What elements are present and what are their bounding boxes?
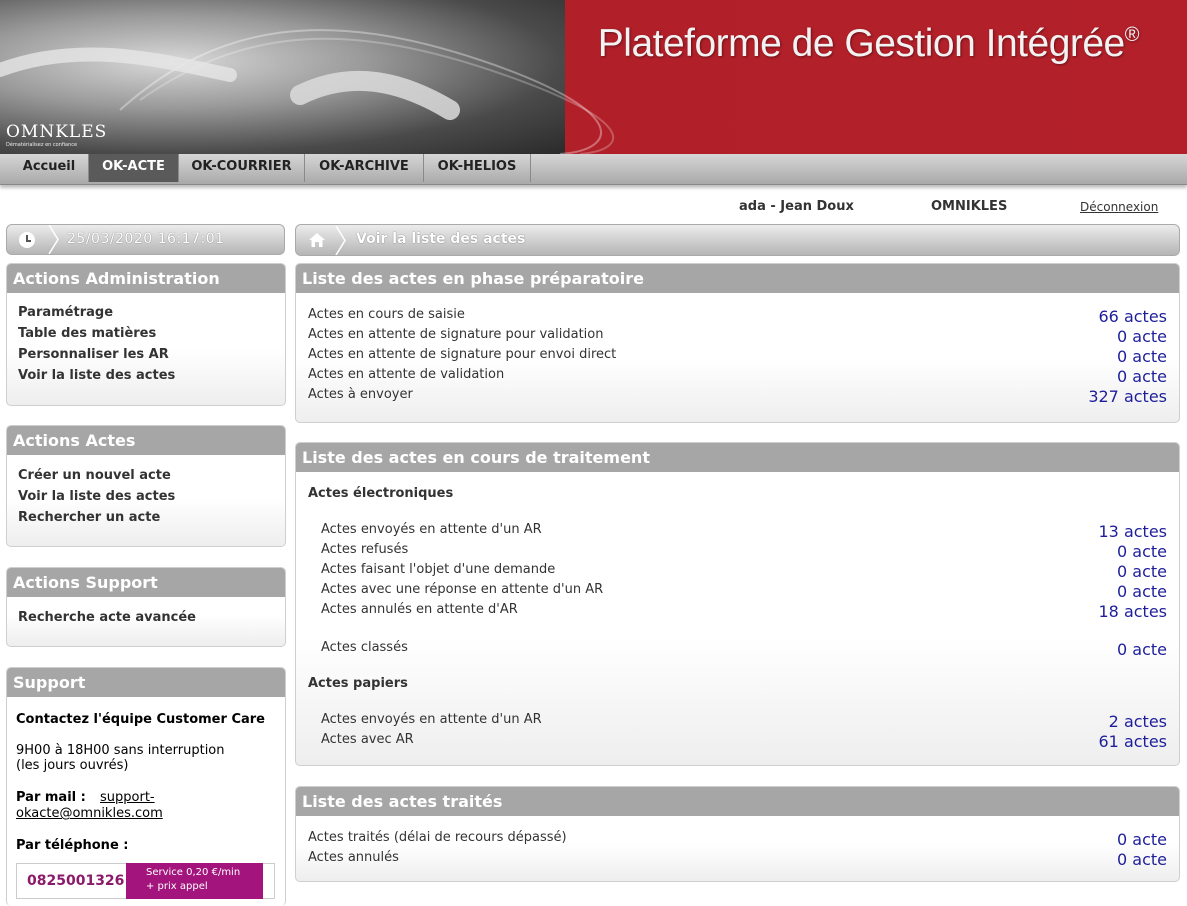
panel-phase-preparatoire: [295, 263, 1180, 423]
panel-actions-support: [6, 567, 286, 647]
list-item: Actes annulés en attente d'AR 18 actes: [321, 602, 1167, 621]
list-item: Actes en attente de validation 0 acte: [308, 367, 1167, 386]
list-item: Actes en attente de signature pour envoi direct 0 acte: [308, 347, 1167, 366]
tab-ok-helios[interactable]: OK-HELIOS: [424, 154, 531, 182]
chevron-right-icon: [334, 226, 348, 255]
phone-cost-rate: Service 0,20 €/min: [146, 867, 241, 878]
link-voir-liste-actes[interactable]: Voir la liste des actes: [18, 368, 176, 383]
breadcrumb: [295, 224, 1180, 256]
count-link[interactable]: 0 acte: [1117, 830, 1167, 849]
panel-title: Liste des actes en phase préparatoire: [296, 264, 1179, 293]
panel-title: Actions Support: [7, 568, 285, 597]
list-item: Actes envoyés en attente d'un AR 2 actes: [321, 712, 1167, 731]
support-email-link[interactable]: support-: [100, 790, 155, 805]
tab-ok-acte[interactable]: OK-ACTE: [89, 154, 179, 182]
logo-tagline: Dématérialisez en confiance: [6, 142, 78, 148]
list-item: Actes refusés 0 acte: [321, 542, 1167, 561]
count-link[interactable]: 61 actes: [1098, 732, 1167, 751]
count-link[interactable]: 18 actes: [1098, 602, 1167, 621]
tab-accueil[interactable]: Accueil: [10, 154, 89, 182]
link-table-des-matieres[interactable]: Table des matières: [18, 326, 157, 341]
list-item: Actes traités (délai de recours dépassé) 0 acte: [308, 830, 1167, 849]
support-days: (les jours ouvrés): [16, 758, 129, 773]
omnikles-logo: OMNKLES: [6, 122, 108, 142]
count-link[interactable]: 13 actes: [1098, 522, 1167, 541]
phone-number: 0825001326: [27, 873, 125, 889]
phone-cost-badge: [126, 863, 263, 899]
tab-ok-courrier[interactable]: OK-COURRIER: [179, 154, 305, 182]
list-item: Actes en cours de saisie 66 actes: [308, 307, 1167, 326]
phone-box: [16, 863, 275, 899]
current-datetime: 25/03/2020 16:17:01: [67, 231, 225, 247]
home-icon[interactable]: [308, 232, 326, 248]
section-heading: Actes électroniques: [308, 486, 454, 501]
count-link[interactable]: 0 acte: [1117, 562, 1167, 581]
panel-actions-administration: [6, 263, 286, 406]
list-item: Actes avec AR 61 actes: [321, 732, 1167, 751]
clock-icon: [19, 232, 35, 248]
count-link[interactable]: 0 acte: [1117, 347, 1167, 366]
panel-title: Liste des actes traités: [296, 787, 1179, 816]
datetime-bar: [6, 224, 285, 255]
support-hours: 9H00 à 18H00 sans interruption: [16, 743, 225, 758]
panel-actes-traites: [295, 786, 1180, 882]
panel-title: Support: [7, 668, 285, 697]
phone-label: Par téléphone :: [16, 838, 129, 853]
link-parametrage[interactable]: Paramétrage: [18, 305, 114, 320]
count-link[interactable]: 327 actes: [1088, 387, 1167, 406]
list-item: Actes classés 0 acte: [321, 640, 1167, 659]
count-link[interactable]: 0 acte: [1117, 640, 1167, 659]
header-banner: [0, 0, 1187, 154]
list-item: Actes en attente de signature pour validation 0 acte: [308, 327, 1167, 346]
user-name: ada - Jean Doux: [739, 199, 854, 214]
count-link[interactable]: 0 acte: [1117, 367, 1167, 386]
count-link[interactable]: 0 acte: [1117, 542, 1167, 561]
section-heading: Actes papiers: [308, 676, 408, 691]
chevron-right-icon: [47, 225, 61, 254]
panel-title: Actions Administration: [7, 264, 285, 293]
support-email-link-cont[interactable]: okacte@omnikles.com: [16, 806, 163, 821]
list-item: Actes faisant l'objet d'une demande 0 acte: [321, 562, 1167, 581]
logout-link[interactable]: Déconnexion: [1080, 200, 1159, 214]
panel-en-cours-traitement: [295, 442, 1180, 766]
link-rechercher-acte[interactable]: Rechercher un acte: [18, 510, 161, 525]
link-voir-liste-actes[interactable]: Voir la liste des actes: [18, 489, 176, 504]
mail-label: Par mail :: [16, 790, 86, 805]
panel-actions-actes: [6, 425, 286, 547]
count-link[interactable]: 2 actes: [1108, 712, 1167, 731]
link-personnaliser-ar[interactable]: Personnaliser les AR: [18, 347, 169, 362]
panel-title: Liste des actes en cours de traitement: [296, 443, 1179, 472]
list-item: Actes envoyés en attente d'un AR 13 actes: [321, 522, 1167, 541]
link-creer-acte[interactable]: Créer un nouvel acte: [18, 468, 171, 483]
count-link[interactable]: 0 acte: [1117, 582, 1167, 601]
count-link[interactable]: 0 acte: [1117, 850, 1167, 869]
link-recherche-avancee[interactable]: Recherche acte avancée: [18, 610, 196, 625]
panel-support: [6, 667, 286, 906]
main-nav: [0, 154, 1187, 185]
panel-title: Actions Actes: [7, 426, 285, 455]
platform-title: Plateforme de Gestion Intégrée®: [597, 22, 1139, 65]
phone-cost-extra: + prix appel: [146, 881, 208, 892]
breadcrumb-current: Voir la liste des actes: [356, 231, 526, 247]
list-item: Actes avec une réponse en attente d'un AR 0 acte: [321, 582, 1167, 601]
tab-ok-archive[interactable]: OK-ARCHIVE: [305, 154, 424, 182]
list-item: Actes à envoyer 327 actes: [308, 387, 1167, 406]
user-org: OMNIKLES: [931, 199, 1008, 214]
list-item: Actes annulés 0 acte: [308, 850, 1167, 869]
support-contact: Contactez l'équipe Customer Care: [16, 712, 265, 727]
count-link[interactable]: 66 actes: [1098, 307, 1167, 326]
count-link[interactable]: 0 acte: [1117, 327, 1167, 346]
